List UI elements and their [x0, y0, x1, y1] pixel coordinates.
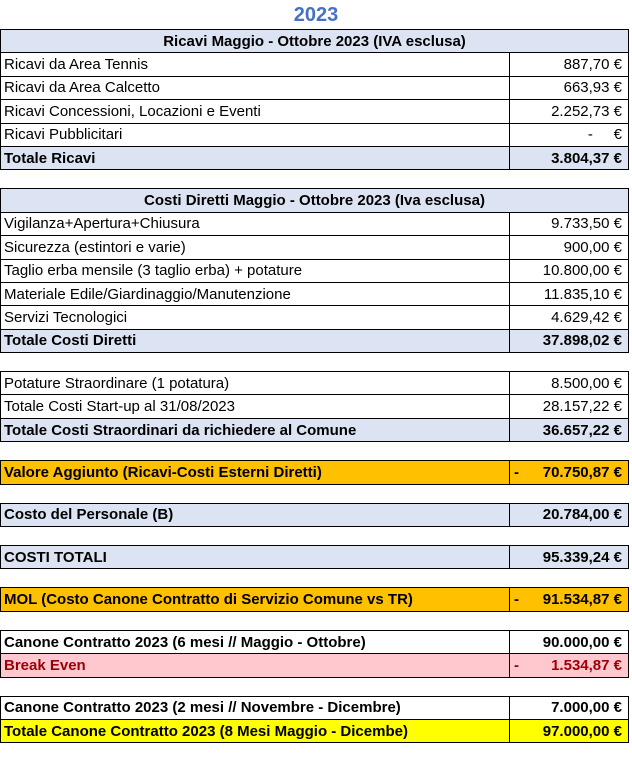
row-label[interactable]: Taglio erba mensile (3 taglio erba) + potature	[0, 259, 510, 283]
costi-header[interactable]: Costi Diretti Maggio - Ottobre 2023 (Iva esclusa)	[0, 188, 629, 212]
break-even-amount[interactable]	[509, 653, 629, 677]
negative-sign: -	[514, 656, 519, 674]
row-label[interactable]: Ricavi Concessioni, Locazioni e Eventi	[0, 99, 510, 123]
amount-value: 1.534,87 €	[551, 656, 622, 674]
personale-label[interactable]: Costo del Personale (B)	[0, 503, 510, 527]
table-row	[0, 306, 632, 329]
canone-label[interactable]: Canone Contratto 2023 (2 mesi // Novembre - Dicembre)	[0, 696, 510, 720]
amount-value: 70.750,87 €	[542, 463, 622, 481]
table-row	[0, 124, 632, 147]
mol-amount[interactable]	[509, 587, 629, 611]
valore-aggiunto-row	[0, 461, 632, 484]
row-label[interactable]: Ricavi da Area Calcetto	[0, 76, 510, 100]
table-row	[0, 100, 632, 123]
total-label[interactable]: Totale Costi Diretti	[0, 329, 510, 353]
row-label[interactable]: Potature Straordinare (1 potatura)	[0, 371, 510, 395]
costi-totali-label[interactable]: COSTI TOTALI	[0, 545, 510, 569]
table-row	[0, 372, 632, 395]
canone-label[interactable]: Canone Contratto 2023 (6 mesi // Maggio - Ottobre)	[0, 630, 510, 654]
mol-row	[0, 588, 632, 611]
row-amount[interactable]: 4.629,42 €	[509, 305, 629, 329]
spacer	[0, 569, 632, 588]
negative-sign: -	[514, 463, 519, 481]
costi-total-row	[0, 330, 632, 353]
table-row	[0, 77, 632, 100]
personale-row	[0, 504, 632, 527]
table-row	[0, 283, 632, 306]
canone-totale-label[interactable]: Totale Canone Contratto 2023 (8 Mesi Maggio - Dicembe)	[0, 719, 510, 743]
row-amount[interactable]: 10.800,00 €	[509, 259, 629, 283]
row-amount[interactable]: 11.835,10 €	[509, 282, 629, 306]
total-amount[interactable]: 37.898,02 €	[509, 329, 629, 353]
valore-aggiunto-label[interactable]: Valore Aggiunto (Ricavi-Costi Esterni Diretti)	[0, 460, 510, 484]
row-amount[interactable]: 887,70 €	[509, 52, 629, 76]
break-even-row	[0, 654, 632, 677]
total-label[interactable]: Totale Ricavi	[0, 146, 510, 170]
canone-amount[interactable]: 90.000,00 €	[509, 630, 629, 654]
spacer	[0, 353, 632, 372]
table-row	[0, 53, 632, 76]
total-amount[interactable]: 3.804,37 €	[509, 146, 629, 170]
straordinari-total-row	[0, 419, 632, 442]
table-row	[0, 213, 632, 236]
table-row	[0, 395, 632, 418]
row-label[interactable]: Totale Costi Start-up al 31/08/2023	[0, 394, 510, 418]
canone-totale-row	[0, 720, 632, 743]
ricavi-header[interactable]: Ricavi Maggio - Ottobre 2023 (IVA esclusa)	[0, 29, 629, 53]
row-amount[interactable]: 9.733,50 €	[509, 212, 629, 236]
ricavi-total-row	[0, 147, 632, 170]
spacer	[0, 170, 632, 189]
ricavi-header-row	[0, 30, 632, 53]
row-label[interactable]: Ricavi da Area Tennis	[0, 52, 510, 76]
canone-maggio-ottobre-row	[0, 631, 632, 654]
canone-novembre-dicembre-row	[0, 697, 632, 720]
table-row	[0, 260, 632, 283]
canone-totale-amount[interactable]: 97.000,00 €	[509, 719, 629, 743]
costi-totali-amount[interactable]: 95.339,24 €	[509, 545, 629, 569]
row-amount[interactable]: 900,00 €	[509, 235, 629, 259]
personale-amount[interactable]: 20.784,00 €	[509, 503, 629, 527]
spacer	[0, 485, 632, 504]
mol-label[interactable]: MOL (Costo Canone Contratto di Servizio Comune vs TR)	[0, 587, 510, 611]
spacer	[0, 527, 632, 546]
spacer	[0, 678, 632, 697]
row-amount[interactable]: - €	[509, 123, 629, 147]
row-amount[interactable]: 28.157,22 €	[509, 394, 629, 418]
total-label[interactable]: Totale Costi Straordinari da richiedere al Comune	[0, 418, 510, 442]
row-label[interactable]: Vigilanza+Apertura+Chiusura	[0, 212, 510, 236]
costi-totali-row	[0, 546, 632, 569]
break-even-label[interactable]: Break Even	[0, 653, 510, 677]
row-amount[interactable]: 2.252,73 €	[509, 99, 629, 123]
row-label[interactable]: Servizi Tecnologici	[0, 305, 510, 329]
costi-header-row	[0, 189, 632, 212]
amount-value: 91.534,87 €	[542, 591, 622, 609]
row-amount[interactable]: 663,93 €	[509, 76, 629, 100]
table-row	[0, 236, 632, 259]
negative-sign: -	[514, 591, 519, 609]
spacer	[0, 442, 632, 461]
spacer	[0, 612, 632, 631]
row-label[interactable]: Materiale Edile/Giardinaggio/Manutenzione	[0, 282, 510, 306]
row-label[interactable]: Sicurezza (estintori e varie)	[0, 235, 510, 259]
total-amount[interactable]: 36.657,22 €	[509, 418, 629, 442]
sheet-title: 2023	[293, 4, 339, 26]
valore-aggiunto-amount[interactable]	[509, 460, 629, 484]
row-label[interactable]: Ricavi Pubblicitari	[0, 123, 510, 147]
row-amount[interactable]: 8.500,00 €	[509, 371, 629, 395]
canone-amount[interactable]: 7.000,00 €	[509, 696, 629, 720]
